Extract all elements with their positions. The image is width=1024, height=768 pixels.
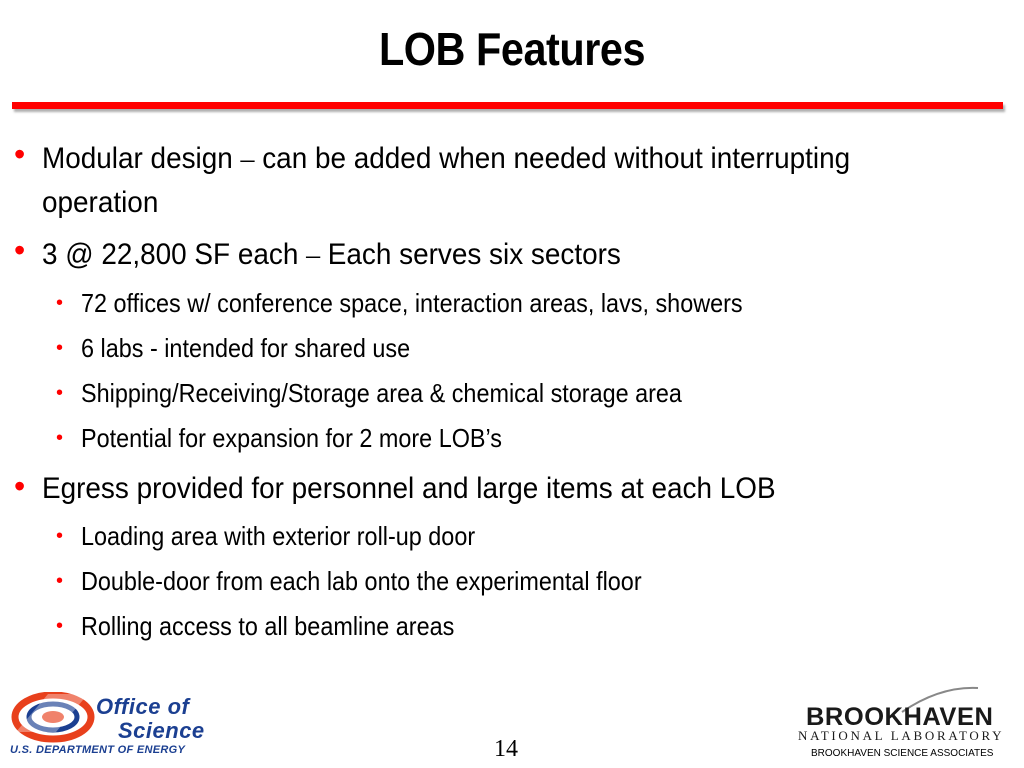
sub-bullet-text: Rolling access to all beamline areas: [81, 611, 455, 641]
sub-bullet-marker: •: [56, 382, 64, 404]
sub-bullet-marker: •: [56, 615, 64, 637]
sub-bullet-marker: •: [56, 525, 64, 547]
sub-bullet-marker: •: [56, 427, 64, 449]
sub-bullet-marker: •: [56, 337, 64, 359]
sub-bullet-text: 72 offices w/ conference space, interaction areas, lavs, showers: [81, 288, 743, 318]
page-number: 14: [494, 736, 518, 762]
sub-bullet-text: Double-door from each lab onto the experimental floor: [81, 566, 642, 596]
office-of-label: Office of: [96, 694, 190, 719]
brookhaven-science-associates-label: BROOKHAVEN SCIENCE ASSOCIATES: [811, 748, 994, 759]
bullet-text-part: Modular design: [42, 142, 241, 175]
bullet-text: [42, 233, 935, 277]
sub-bullet-text: Shipping/Receiving/Storage area & chemical storage area: [81, 378, 682, 408]
dash: –: [240, 142, 255, 175]
brookhaven-name: BROOKHAVEN: [806, 703, 994, 731]
bullet-text: Egress provided for personnel and large items at each LOB: [42, 472, 776, 505]
bullet-text-part: 3 @ 22,800 SF each: [42, 238, 307, 271]
science-label: Science: [118, 718, 205, 743]
slide-title: LOB Features: [378, 23, 646, 75]
dash: –: [306, 238, 321, 271]
sub-bullet-text: Potential for expansion for 2 more LOB’s: [81, 423, 503, 453]
bullet-text-part: can be added when needed without interrupting: [254, 142, 851, 175]
sub-bullet-marker: •: [56, 570, 64, 592]
national-laboratory-label: NATIONAL LABORATORY: [798, 728, 1005, 743]
bullet-text: [42, 137, 935, 181]
bullet-marker: •: [14, 136, 26, 172]
doe-label: U.S. DEPARTMENT OF ENERGY: [10, 744, 186, 756]
bullet-text-continued: operation: [42, 186, 159, 219]
doe-emblem-icon: [15, 694, 91, 739]
sub-bullet-text: Loading area with exterior roll-up door: [81, 521, 476, 551]
bullet-text-part: Each serves six sectors: [320, 238, 621, 271]
bullet-marker: •: [14, 232, 26, 268]
title-divider: [12, 102, 1003, 109]
sub-bullet-marker: •: [56, 292, 64, 314]
bullet-marker: •: [14, 468, 26, 504]
sub-bullet-text: 6 labs - intended for shared use: [81, 333, 411, 363]
